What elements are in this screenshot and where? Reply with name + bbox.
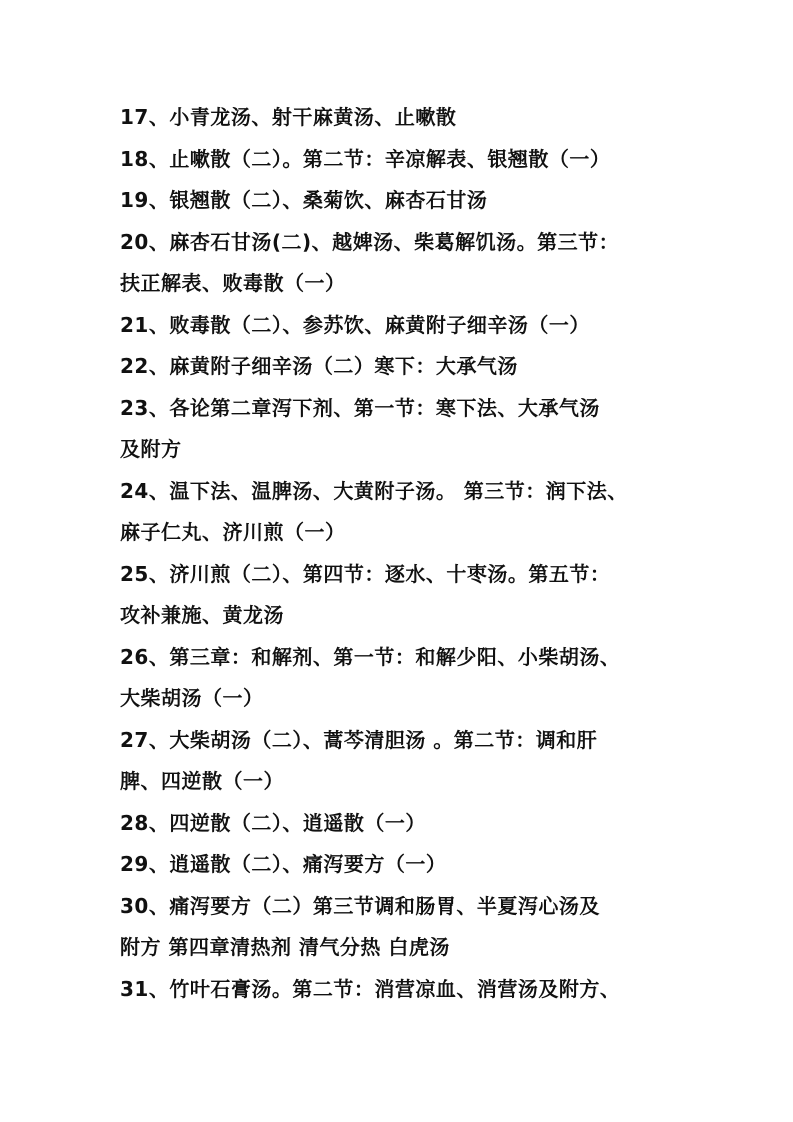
text-line: 扶正解表、败毒散（一） <box>120 271 346 295</box>
text-line: 及附方 <box>120 437 182 461</box>
text-line: 29、逍遥散（二）、痛泻要方（一） <box>120 852 447 876</box>
text-line: 17、小青龙汤、射干麻黄汤、止嗽散 <box>120 105 457 129</box>
text-line: 麻子仁丸、济川煎（一） <box>120 520 346 544</box>
text-line: 27、大柴胡汤（二）、蒿芩清胆汤 。第二节：调和肝 <box>120 727 598 752</box>
text-line: 脾、四逆散（一） <box>120 769 284 793</box>
text-line: 26、第三章：和解剂、第一节：和解少阳、小柴胡汤、 <box>120 644 621 669</box>
text-line: 攻补兼施、黄龙汤 <box>120 603 284 627</box>
document-content <box>120 97 680 1010</box>
text-line: 大柴胡汤（一） <box>120 686 264 710</box>
text-line: 附方 第四章清热剂 清气分热 白虎汤 <box>120 935 450 959</box>
text-line: 22、麻黄附子细辛汤（二）寒下：大承气汤 <box>120 354 518 378</box>
text-line: 30、痛泻要方（二）第三节调和肠胃、半夏泻心汤及 <box>120 893 600 918</box>
text-line: 31、竹叶石膏汤。第二节：消营凉血、消营汤及附方、 <box>120 976 621 1001</box>
text-line: 19、银翘散（二）、桑菊饮、麻杏石甘汤 <box>120 188 488 212</box>
text-line: 18、止嗽散（二）。第二节：辛凉解表、银翘散（一） <box>120 146 611 171</box>
text-line: 20、麻杏石甘汤(二)、越婢汤、柴葛解饥汤。第三节： <box>120 229 620 254</box>
text-line: 21、败毒散（二）、参苏饮、麻黄附子细辛汤（一） <box>120 312 590 337</box>
text-line: 23、各论第二章泻下剂、第一节：寒下法、大承气汤 <box>120 395 600 420</box>
text-line: 24、温下法、温脾汤、大黄附子汤。 第三节：润下法、 <box>120 478 628 503</box>
text-line: 28、四逆散（二）、逍遥散（一） <box>120 810 426 835</box>
text-line: 25、济川煎（二）、第四节：逐水、十枣汤。第五节： <box>120 561 611 586</box>
